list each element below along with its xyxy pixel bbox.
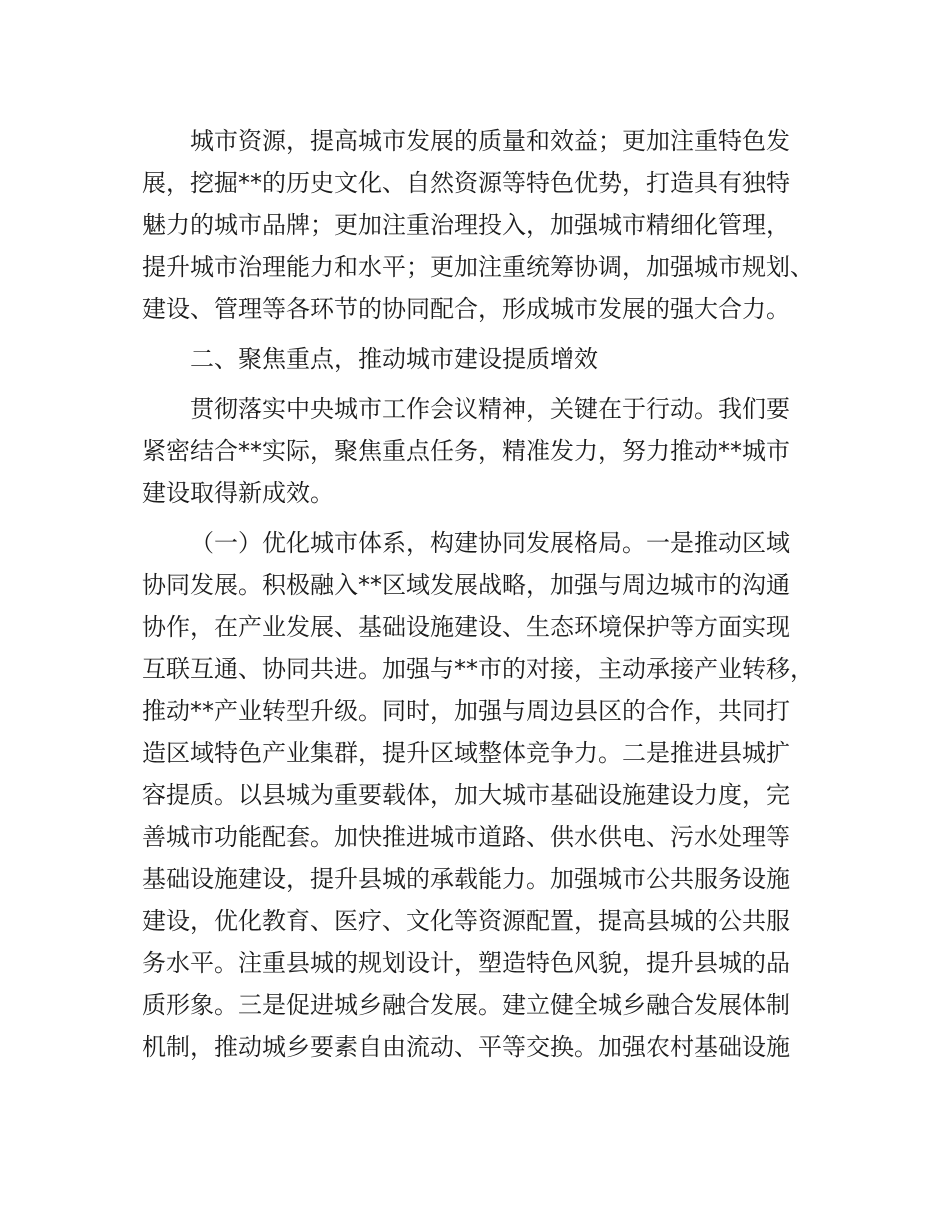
paragraph-2 <box>142 388 832 514</box>
text-line: 魅力的城市品牌；更加注重治理投入，加强城市精细化管理， <box>142 211 790 239</box>
text-line: 提升城市治理能力和水平；更加注重统筹协调，加强城市规划、 <box>142 253 814 281</box>
text-line: 容提质。以县城为重要载体，加大城市基础设施建设力度，完 <box>142 781 790 809</box>
text-line: 互联互通、协同共进。加强与**市的对接，主动承接产业转移， <box>142 655 814 683</box>
text-line: 基础设施建设，提升县城的承载能力。加强城市公共服务设施 <box>142 865 790 893</box>
text-line: 建设取得新成效。 <box>142 479 334 507</box>
paragraph-3 <box>142 522 832 1068</box>
text-line: 建设，优化教育、医疗、文化等资源配置，提高县城的公共服 <box>142 907 790 935</box>
text-line: （一）优化城市体系，构建协同发展格局。一是推动区域 <box>190 529 790 557</box>
text-line: 协同发展。积极融入**区域发展战略，加强与周边城市的沟通 <box>142 571 790 599</box>
heading-line: 二、聚焦重点，推动城市建设提质增效 <box>190 345 598 373</box>
section-heading <box>142 338 832 380</box>
text-line: 推动**产业转型升级。同时，加强与周边县区的合作，共同打 <box>142 697 790 725</box>
paragraph-1 <box>142 120 832 330</box>
text-line: 质形象。三是促进城乡融合发展。建立健全城乡融合发展体制 <box>142 991 790 1019</box>
text-line: 城市资源，提高城市发展的质量和效益；更加注重特色发 <box>190 127 790 155</box>
document-body <box>142 120 832 1068</box>
text-line: 造区域特色产业集群，提升区域整体竞争力。二是推进县城扩 <box>142 739 790 767</box>
text-line: 协作，在产业发展、基础设施建设、生态环境保护等方面实现 <box>142 613 790 641</box>
text-line: 贯彻落实中央城市工作会议精神，关键在于行动。我们要 <box>190 395 790 423</box>
text-line: 务水平。注重县城的规划设计，塑造特色风貌，提升县城的品 <box>142 949 790 977</box>
text-line: 展，挖掘**的历史文化、自然资源等特色优势，打造具有独特 <box>142 169 790 197</box>
text-line: 建设、管理等各环节的协同配合，形成城市发展的强大合力。 <box>142 295 790 323</box>
text-line: 善城市功能配套。加快推进城市道路、供水供电、污水处理等 <box>142 823 790 851</box>
text-line: 紧密结合**实际，聚焦重点任务，精准发力，努力推动**城市 <box>142 437 790 465</box>
text-line: 机制，推动城乡要素自由流动、平等交换。加强农村基础设施 <box>142 1033 790 1061</box>
